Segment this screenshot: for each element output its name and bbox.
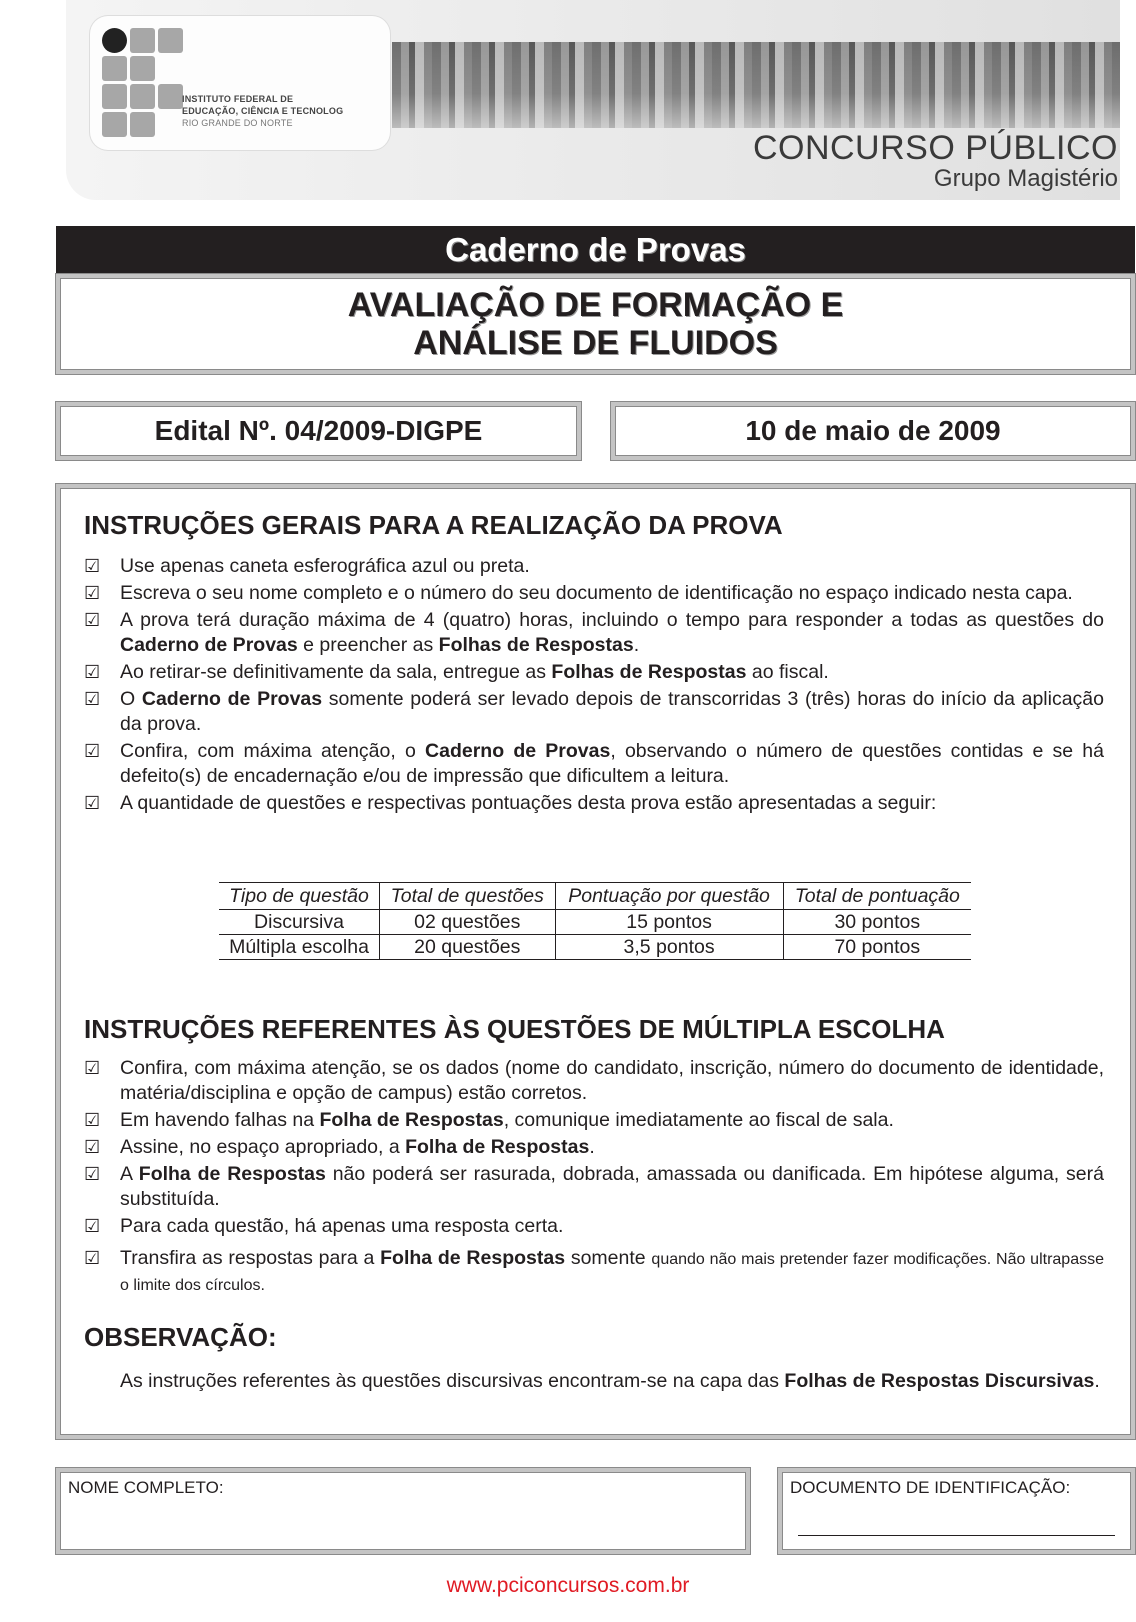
checkbox-icon: ☑: [84, 1216, 101, 1236]
checkbox-icon: ☑: [84, 583, 101, 603]
table-cell: 02 questões: [380, 910, 556, 935]
checkbox-icon: ☑: [84, 1248, 101, 1268]
list-item: ☑ A prova terá duração máxima de 4 (quatro) horas, incluindo o tempo para responder a todas as questões do Caderno de Provas e preencher as Folhas de Respostas.: [84, 609, 1104, 656]
list-item: ☑ O Caderno de Provas somente poderá ser levado depois de transcorridas 3 (três) horas do início da aplicação da prova.: [84, 688, 1104, 735]
table-header-row: [219, 883, 971, 910]
table-header: Total de questões: [380, 883, 556, 910]
checkbox-icon: ☑: [84, 741, 101, 761]
checkbox-icon: ☑: [84, 1058, 101, 1078]
exam-title-box: [56, 274, 1135, 374]
list-item: ☑ A quantidade de questões e respectivas pontuações desta prova estão apresentadas a seguir:: [84, 792, 937, 814]
observacao-text: As instruções referentes às questões discursivas encontram-se na capa das Folhas de Respostas Discursivas.: [120, 1370, 1100, 1392]
list-item: ☑ Escreva o seu nome completo e o número do seu documento de identificação no espaço indicado nesta capa.: [84, 582, 1073, 604]
nome-completo-label: NOME COMPLETO:: [68, 1478, 224, 1497]
checkbox-icon: ☑: [84, 610, 101, 630]
logo-circle: [102, 28, 127, 53]
table-row: [219, 910, 971, 935]
table-cell: 3,5 pontos: [555, 935, 783, 960]
list-item: ☑ Em havendo falhas na Folha de Respostas, comunique imediatamente ao fiscal de sala.: [84, 1109, 894, 1131]
list-item: ☑ Assine, no espaço apropriado, a Folha de Respostas.: [84, 1136, 595, 1158]
table-cell: 15 pontos: [555, 910, 783, 935]
concurso-title: [753, 130, 1118, 192]
table-header: Tipo de questão: [219, 883, 380, 910]
exam-title-line1: AVALIAÇÃO DE FORMAÇÃO E: [347, 286, 844, 324]
caderno-title-bar: Caderno de Provas: [56, 226, 1135, 274]
institute-name-line1: INSTITUTO FEDERAL DE: [182, 94, 294, 104]
list-item: ☑ Transfira as respostas para a Folha de Respostas somente quando não mais pretender fazer modificações. Não ultrapasse o limite dos círculos.: [84, 1247, 1104, 1294]
table-header: Total de pontuação: [783, 883, 971, 910]
general-instructions-list: [84, 554, 1104, 818]
list-item: ☑ Confira, com máxima atenção, se os dados (nome do candidato, inscrição, número do documento de identidade, matéria/disciplina e opção de campus) estão corretos.: [84, 1057, 1104, 1104]
documento-label: DOCUMENTO DE IDENTIFICAÇÃO:: [790, 1478, 1071, 1497]
institute-name-line3: RIO GRANDE DO NORTE: [182, 118, 293, 128]
table-cell: 70 pontos: [783, 935, 971, 960]
checkbox-icon: ☑: [84, 1137, 101, 1157]
concurso-publico: CONCURSO PÚBLICO: [752, 129, 1118, 167]
exam-date-box: 10 de maio de 2009: [611, 402, 1135, 460]
institute-name-line2: EDUCAÇÃO, CIÊNCIA E TECNOLOG: [182, 106, 344, 116]
checkbox-icon: ☑: [84, 793, 101, 813]
list-item: ☑ Ao retirar-se definitivamente da sala, entregue as Folhas de Respostas ao fiscal.: [84, 661, 829, 683]
list-item: ☑ Confira, com máxima atenção, o Caderno de Provas, observando o número de questões contidas e se há defeito(s) de encadernação e/ou de impressão que dificultem a leitura.: [84, 740, 1104, 787]
footer-site-link[interactable]: www.pciconcursos.com.br: [446, 1574, 690, 1597]
checkbox-icon: ☑: [84, 662, 101, 682]
table-cell: Discursiva: [219, 910, 380, 935]
table-cell: Múltipla escolha: [219, 935, 380, 960]
documento-identificacao-field[interactable]: [778, 1468, 1135, 1554]
multiple-choice-heading: INSTRUÇÕES REFERENTES ÀS QUESTÕES DE MÚLTIPLA ESCOLHA: [84, 1014, 945, 1044]
list-item: ☑ Para cada questão, há apenas uma resposta certa.: [84, 1215, 564, 1237]
checkbox-icon: ☑: [84, 1164, 101, 1184]
edital-box: Edital Nº. 04/2009-DIGPE: [56, 402, 581, 460]
multiple-choice-last-list: [84, 1246, 1104, 1300]
questions-table: [219, 882, 971, 960]
checkbox-icon: ☑: [84, 1110, 101, 1130]
nome-completo-field[interactable]: [56, 1468, 750, 1554]
list-item: ☑ A Folha de Respostas não poderá ser rasurada, dobrada, amassada ou danificada. Em hipótese alguma, será substituída.: [84, 1163, 1104, 1210]
checkbox-icon: ☑: [84, 556, 101, 576]
signature-line: [798, 1535, 1115, 1536]
general-instructions-heading: INSTRUÇÕES GERAIS PARA A REALIZAÇÃO DA PROVA: [84, 510, 783, 540]
table-header: Pontuação por questão: [555, 883, 783, 910]
list-item: ☑ Use apenas caneta esferográfica azul ou preta.: [84, 555, 530, 577]
exam-title-line2: ANÁLISE DE FLUIDOS: [413, 324, 778, 362]
checkbox-icon: ☑: [84, 689, 101, 709]
observacao-heading: OBSERVAÇÃO:: [84, 1322, 277, 1352]
table-cell: 30 pontos: [783, 910, 971, 935]
table-cell: 20 questões: [380, 935, 556, 960]
table-row: [219, 935, 971, 960]
grupo-magisterio: Grupo Magistério: [933, 165, 1118, 192]
institute-logo: [90, 16, 390, 150]
multiple-choice-list: [84, 1056, 1104, 1241]
